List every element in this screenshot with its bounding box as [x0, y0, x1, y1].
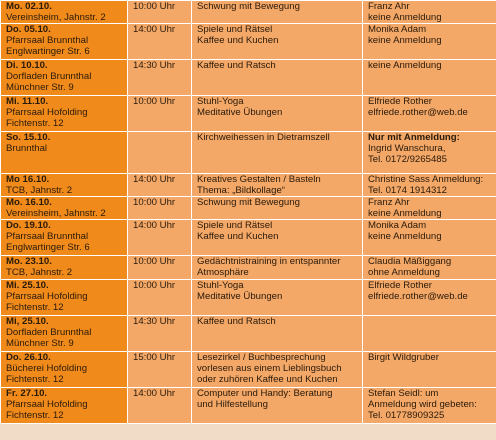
event-cell	[192, 1, 363, 24]
contact-cell	[363, 352, 496, 388]
event-location: Pfarrsaal Hofolding	[6, 291, 88, 302]
event-date: Mo 16.10.	[6, 174, 50, 185]
event-time: 14:00 Uhr	[133, 220, 176, 231]
event-date: Mo. 23.10.	[6, 256, 52, 267]
contact-line: keine Anmeldung	[368, 60, 442, 71]
contact-line: Birgit Wildgruber	[368, 352, 439, 363]
schedule-row	[1, 280, 496, 316]
schedule-row	[1, 197, 496, 220]
contact-line: keine Anmeldung	[368, 208, 442, 219]
contact-cell	[363, 280, 496, 316]
event-location: Münchner Str. 9	[6, 338, 74, 349]
date-place-cell	[1, 96, 128, 132]
contact-line: Tel. 01778909325	[368, 410, 445, 421]
event-title: Kaffee und Ratsch	[197, 316, 276, 327]
contact-cell	[363, 132, 496, 174]
event-time: 14:00 Uhr	[133, 388, 176, 399]
event-location: Münchner Str. 9	[6, 82, 74, 93]
contact-cell	[363, 60, 496, 96]
contact-cell	[363, 24, 496, 60]
event-time: 10:00 Uhr	[133, 280, 176, 291]
event-title: vorlesen aus einem Lieblingsbuch	[197, 363, 342, 374]
date-place-cell	[1, 256, 128, 280]
schedule-row	[1, 132, 496, 174]
contact-line: elfriede.rother@web.de	[368, 107, 468, 118]
event-cell	[192, 60, 363, 96]
event-time: 14:30 Uhr	[133, 60, 176, 71]
contact-line: Christine Sass Anmeldung:	[368, 174, 484, 185]
event-date: Mi. 25.10.	[6, 280, 49, 291]
schedule-row	[1, 352, 496, 388]
schedule-row	[1, 24, 496, 60]
date-place-cell	[1, 280, 128, 316]
date-place-cell	[1, 352, 128, 388]
event-title: Spiele und Rätsel	[197, 24, 273, 35]
event-title: Kaffee und Kuchen	[197, 35, 279, 46]
event-location: TCB, Jahnstr. 2	[6, 185, 73, 196]
event-title: Atmosphäre	[197, 267, 249, 278]
event-time: 14:00 Uhr	[133, 174, 176, 185]
event-title: Schwung mit Bewegung	[197, 197, 300, 208]
schedule-row	[1, 220, 496, 256]
contact-cell	[363, 316, 496, 352]
time-cell	[128, 220, 192, 256]
contact-line: ohne Anmeldung	[368, 267, 441, 278]
time-cell	[128, 352, 192, 388]
event-cell	[192, 316, 363, 352]
event-date: Mi, 25.10.	[6, 316, 49, 327]
event-location: Dorfladen Brunnthal	[6, 71, 92, 82]
contact-line: Claudia Mäßiggang	[368, 256, 452, 267]
event-title: Kirchweihessen in Dietramszell	[197, 132, 330, 143]
contact-line: Tel. 0172/9265485	[368, 154, 447, 165]
event-cell	[192, 174, 363, 197]
event-location: Englwartinger Str. 6	[6, 46, 90, 57]
event-location: Dorfladen Brunnthal	[6, 327, 92, 338]
event-cell	[192, 388, 363, 424]
time-cell	[128, 280, 192, 316]
event-date: Do. 05.10.	[6, 24, 51, 35]
contact-cell	[363, 197, 496, 220]
schedule-row	[1, 256, 496, 280]
event-title: Meditative Übungen	[197, 291, 283, 302]
event-time: 10:00 Uhr	[133, 96, 176, 107]
event-cell	[192, 220, 363, 256]
event-date: Di. 10.10.	[6, 60, 48, 71]
time-cell	[128, 60, 192, 96]
event-title: oder zuhören Kaffee und Kuchen	[197, 374, 338, 385]
event-title: und Hilfestellung	[197, 399, 268, 410]
event-cell	[192, 280, 363, 316]
schedule-body	[1, 1, 496, 424]
schedule-row	[1, 60, 496, 96]
event-date: Fr. 27.10.	[6, 388, 48, 399]
event-location: Brunnthal	[6, 143, 48, 154]
contact-line: Monika Adam	[368, 24, 427, 35]
event-time: 10:00 Uhr	[133, 1, 176, 12]
event-date: Mi. 11.10.	[6, 96, 49, 107]
event-title: Thema: „Bildkollage“	[197, 185, 285, 196]
event-location: Vereinsheim, Jahnstr. 2	[6, 12, 106, 23]
event-title: Computer und Handy: Beratung	[197, 388, 333, 399]
event-title: Spiele und Rätsel	[197, 220, 273, 231]
event-date: So. 15.10.	[6, 132, 51, 143]
date-place-cell	[1, 388, 128, 424]
contact-line: Ingrid Wanschura,	[368, 143, 446, 154]
contact-line: Elfriede Rother	[368, 280, 432, 291]
contact-line: Elfriede Rother	[368, 96, 432, 107]
event-time: 10:00 Uhr	[133, 197, 176, 208]
event-time: 15:00 Uhr	[133, 352, 176, 363]
event-location: Pfarrsaal Hofolding	[6, 399, 88, 410]
contact-line: keine Anmeldung	[368, 231, 442, 242]
time-cell	[128, 132, 192, 174]
contact-line: Monika Adam	[368, 220, 427, 231]
date-place-cell	[1, 1, 128, 24]
contact-cell	[363, 1, 496, 24]
contact-line: Stefan Seidl: um	[368, 388, 439, 399]
event-location: Pfarrsaal Brunnthal	[6, 231, 89, 242]
event-title: Stuhl-Yoga	[197, 96, 244, 107]
event-date: Mo. 02.10.	[6, 1, 52, 12]
event-location: Englwartinger Str. 6	[6, 242, 90, 253]
event-date: Do. 19.10.	[6, 220, 51, 231]
contact-line: elfriede.rother@web.de	[368, 291, 468, 302]
date-place-cell	[1, 220, 128, 256]
event-date: Do. 26.10.	[6, 352, 51, 363]
event-location: Fichtenstr. 12	[6, 374, 64, 385]
time-cell	[128, 316, 192, 352]
time-cell	[128, 96, 192, 132]
contact-cell	[363, 96, 496, 132]
contact-cell	[363, 256, 496, 280]
schedule-row	[1, 388, 496, 424]
time-cell	[128, 197, 192, 220]
event-location: Vereinsheim, Jahnstr. 2	[6, 208, 106, 219]
time-cell	[128, 174, 192, 197]
event-cell	[192, 197, 363, 220]
time-cell	[128, 388, 192, 424]
event-title: Lesezirkel / Buchbesprechung	[197, 352, 326, 363]
schedule-row	[1, 96, 496, 132]
event-location: Fichtenstr. 12	[6, 410, 64, 421]
registration-required: Nur mit Anmeldung:	[368, 132, 460, 143]
event-time: 14:00 Uhr	[133, 24, 176, 35]
event-location: Fichtenstr. 12	[6, 302, 64, 313]
contact-line: Franz Ahr	[368, 197, 410, 208]
time-cell	[128, 1, 192, 24]
contact-line: keine Anmeldung	[368, 12, 442, 23]
time-cell	[128, 256, 192, 280]
schedule-row	[1, 1, 496, 24]
event-title: Meditative Übungen	[197, 107, 283, 118]
event-title: Stuhl-Yoga	[197, 280, 244, 291]
event-title: Schwung mit Bewegung	[197, 1, 300, 12]
event-date: Mo. 16.10.	[6, 197, 52, 208]
date-place-cell	[1, 174, 128, 197]
event-location: Pfarrsaal Hofolding	[6, 107, 88, 118]
date-place-cell	[1, 316, 128, 352]
schedule-row	[1, 174, 496, 197]
date-place-cell	[1, 132, 128, 174]
schedule-row	[1, 316, 496, 352]
event-location: Pfarrsaal Brunnthal	[6, 35, 89, 46]
contact-cell	[363, 174, 496, 197]
event-location: Bücherei Hofolding	[6, 363, 88, 374]
event-cell	[192, 132, 363, 174]
event-cell	[192, 352, 363, 388]
date-place-cell	[1, 60, 128, 96]
event-title: Kaffee und Kuchen	[197, 231, 279, 242]
contact-cell	[363, 220, 496, 256]
event-time: 14:30 Uhr	[133, 316, 176, 327]
contact-line: Anmeldung wird gebeten:	[368, 399, 477, 410]
time-cell	[128, 24, 192, 60]
date-place-cell	[1, 24, 128, 60]
contact-line: keine Anmeldung	[368, 35, 442, 46]
event-title: Kreatives Gestalten / Basteln	[197, 174, 321, 185]
event-location: TCB, Jahnstr. 2	[6, 267, 73, 278]
date-place-cell	[1, 197, 128, 220]
event-location: Fichtenstr. 12	[6, 118, 64, 129]
event-title: Kaffee und Ratsch	[197, 60, 276, 71]
event-time: 10:00 Uhr	[133, 256, 176, 267]
contact-line: Franz Ahr	[368, 1, 410, 12]
event-cell	[192, 24, 363, 60]
event-cell	[192, 256, 363, 280]
contact-cell	[363, 388, 496, 424]
event-cell	[192, 96, 363, 132]
event-title: Gedächtnistraining in entspannter	[197, 256, 341, 267]
contact-line: Tel. 0174 1914312	[368, 185, 447, 196]
